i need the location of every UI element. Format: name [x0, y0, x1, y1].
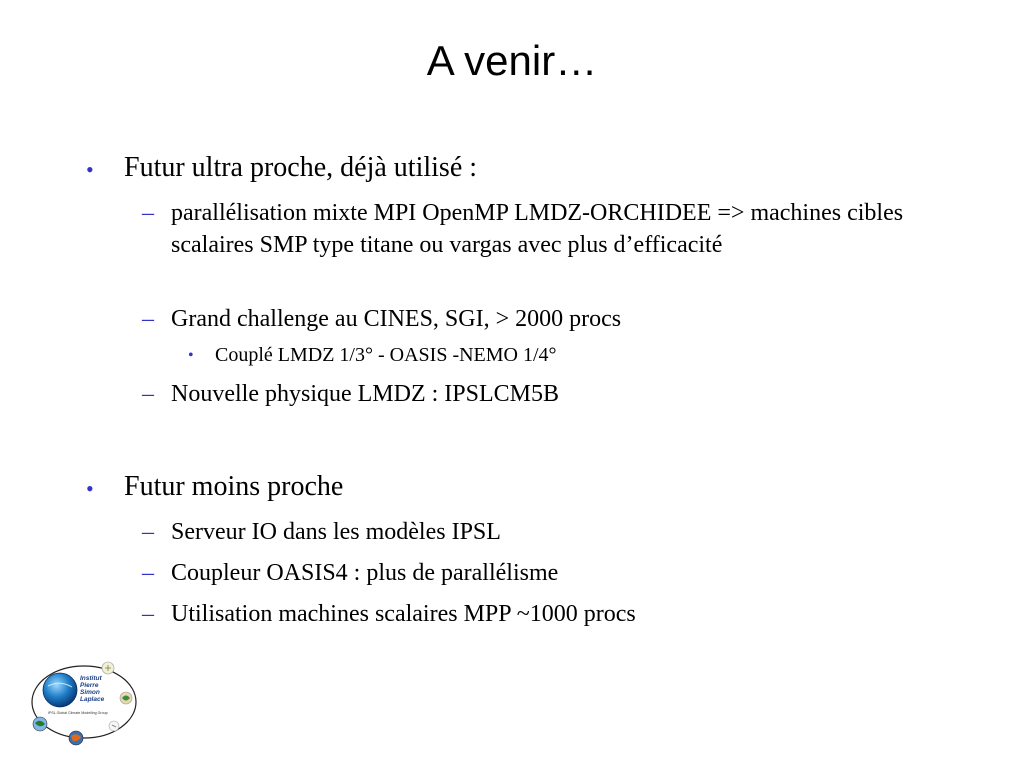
bullet-text: Utilisation machines scalaires MPP ~1000 procs: [171, 601, 636, 627]
svg-text:Simon: Simon: [80, 689, 100, 696]
bullet-text: Serveur IO dans les modèles IPSL: [171, 519, 501, 545]
ipsl-logo-icon: [18, 656, 146, 756]
bullet-text: parallélisation mixte MPI OpenMP LMDZ-ORCHIDEE => machines cibles scalaires SMP type titane ou vargas avec plus d’efficacité: [171, 200, 904, 258]
bullet-text: Futur ultra proche, déjà utilisé :: [124, 152, 478, 183]
dash-marker: –: [142, 200, 154, 226]
dash-marker: –: [142, 560, 154, 586]
dash-marker: –: [142, 601, 154, 627]
bullet-text: Grand challenge au CINES, SGI, > 2000 procs: [171, 306, 622, 332]
bullet-marker: •: [86, 476, 94, 501]
bullet-marker: •: [188, 347, 194, 364]
svg-text:Pierre: Pierre: [80, 682, 99, 689]
svg-text:IPSL Global Climate Modelling: IPSL Global Climate Modelling Group: [48, 711, 108, 715]
bullet-marker: •: [86, 157, 94, 182]
bullet-text: Coupleur OASIS4 : plus de parallélisme: [171, 560, 559, 586]
svg-text:Laplace: Laplace: [80, 696, 105, 703]
bullet-text: Nouvelle physique LMDZ : IPSLCM5B: [171, 381, 559, 407]
svg-text:Institut: Institut: [80, 675, 102, 682]
bullet-text: Couplé LMDZ 1/3° - OASIS -NEMO 1/4°: [215, 344, 557, 366]
dash-marker: –: [142, 519, 154, 545]
dash-marker: –: [142, 306, 154, 332]
slide-title: A venir…: [426, 37, 598, 84]
bullet-text: Futur moins proche: [124, 471, 344, 502]
dash-marker: –: [142, 381, 154, 407]
